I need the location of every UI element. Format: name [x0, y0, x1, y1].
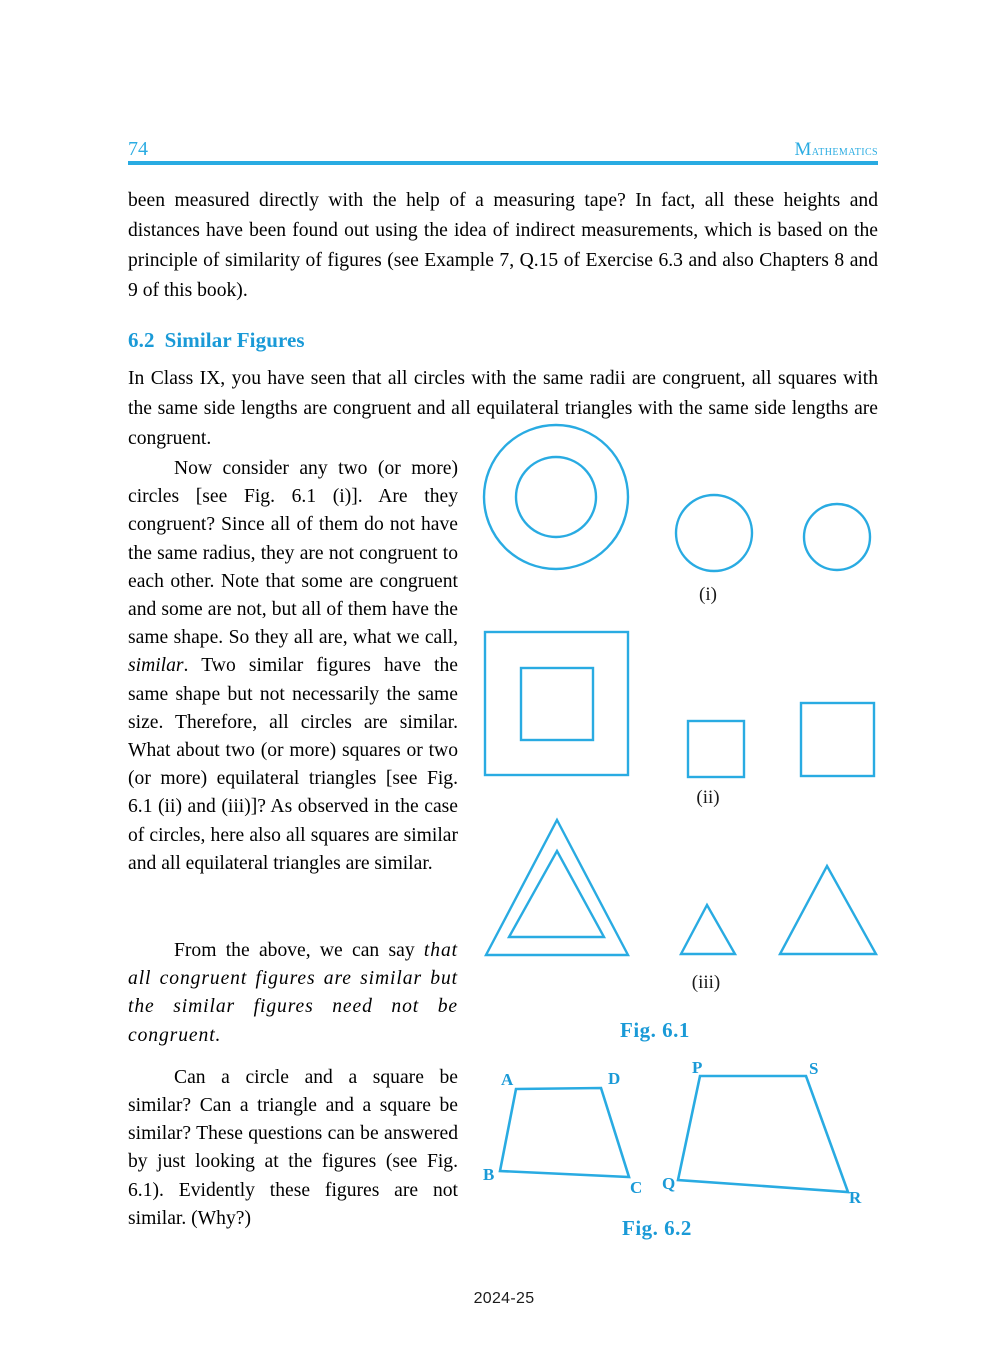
square-large-inner	[521, 668, 593, 740]
triangle-large-outer	[486, 820, 628, 955]
section-number: 6.2	[128, 328, 155, 352]
figure-label-ii: (ii)	[696, 787, 720, 808]
page-number: 74	[128, 138, 148, 160]
figure-caption-6-2: Fig. 6.2	[622, 1216, 692, 1240]
vertex-label-a: A	[501, 1070, 514, 1089]
quadrilateral-pqrs	[678, 1076, 848, 1192]
circle-small	[804, 504, 870, 570]
vertex-label-c: C	[630, 1178, 643, 1197]
triangle-small	[681, 905, 735, 954]
emphasis-congruent-similar-statement: that all congruent figures are similar but the similar figures need not be congruent.	[128, 940, 458, 1046]
paragraph-text-tail: . Two similar figures have the same shape but not necessarily the same size. Therefore, all circles are similar. What about two (or more) squares or two (or more) equilateral triangles [see Fig. 6.1 (ii) and (iii)]? As observed in the case of circles, here also all squares are similar and all equilateral triangles are similar.	[128, 655, 458, 874]
square-small	[688, 721, 744, 777]
paragraph-text-head: Now consider any two (or more) circles [see Fig. 6.1 (i)]. Are they congruent? Since all of them do not have the same radius, they are not congruent to each other. Note that some are congruent and some are not, but all of them have the same shape. So they all are, what we call,	[128, 458, 458, 649]
quadrilateral-abcd	[500, 1088, 629, 1177]
circle-large-inner	[516, 457, 596, 537]
vertex-label-p: P	[692, 1058, 703, 1077]
emphasis-similar: similar	[128, 655, 184, 677]
intro-paragraph: been measured directly with the help of a measuring tape? In fact, all these heights and distances have been found out using the idea of indirect measurements, which is based on the principle of similarity of figures (see Example 7, Q.15 of Exercise 6.3 and also Chapters 8 and 9 of this book).	[128, 190, 878, 301]
figure-caption-6-1: Fig. 6.1	[620, 1018, 690, 1042]
vertex-label-r: R	[849, 1188, 862, 1207]
running-head-rest: athematics	[811, 143, 878, 159]
vertex-label-d: D	[608, 1069, 621, 1088]
figure-label-iii: (iii)	[691, 972, 721, 993]
page-footer-year: 2024-25	[473, 1290, 535, 1307]
running-head-initial: M	[794, 139, 812, 160]
square-medium	[801, 703, 874, 776]
vertex-label-s: S	[809, 1059, 819, 1078]
paragraph-can-a-circle: Can a circle and a square be similar? Can a triangle and a square be similar? These questions can be answered by just looking at the figures (see Fig. 6.1). Evidently these figures are not similar. (Why?)	[128, 1066, 458, 1229]
circle-medium	[676, 495, 752, 571]
paragraph-lead-text: From the above, we can say	[174, 940, 424, 961]
vertex-label-b: B	[483, 1165, 495, 1184]
section-title: Similar Figures	[164, 328, 305, 352]
section-paragraph: In Class IX, you have seen that all circles with the same radii are congruent, all squares with the same side lengths are congruent and all equilateral triangles with the same side lengths are congruent.	[128, 368, 878, 449]
triangle-large-inner	[509, 851, 604, 937]
circle-large-outer	[484, 425, 628, 569]
figure-label-i: (i)	[699, 584, 717, 605]
triangle-medium	[780, 866, 876, 954]
square-large-outer	[485, 632, 628, 775]
vertex-label-q: Q	[662, 1174, 676, 1193]
